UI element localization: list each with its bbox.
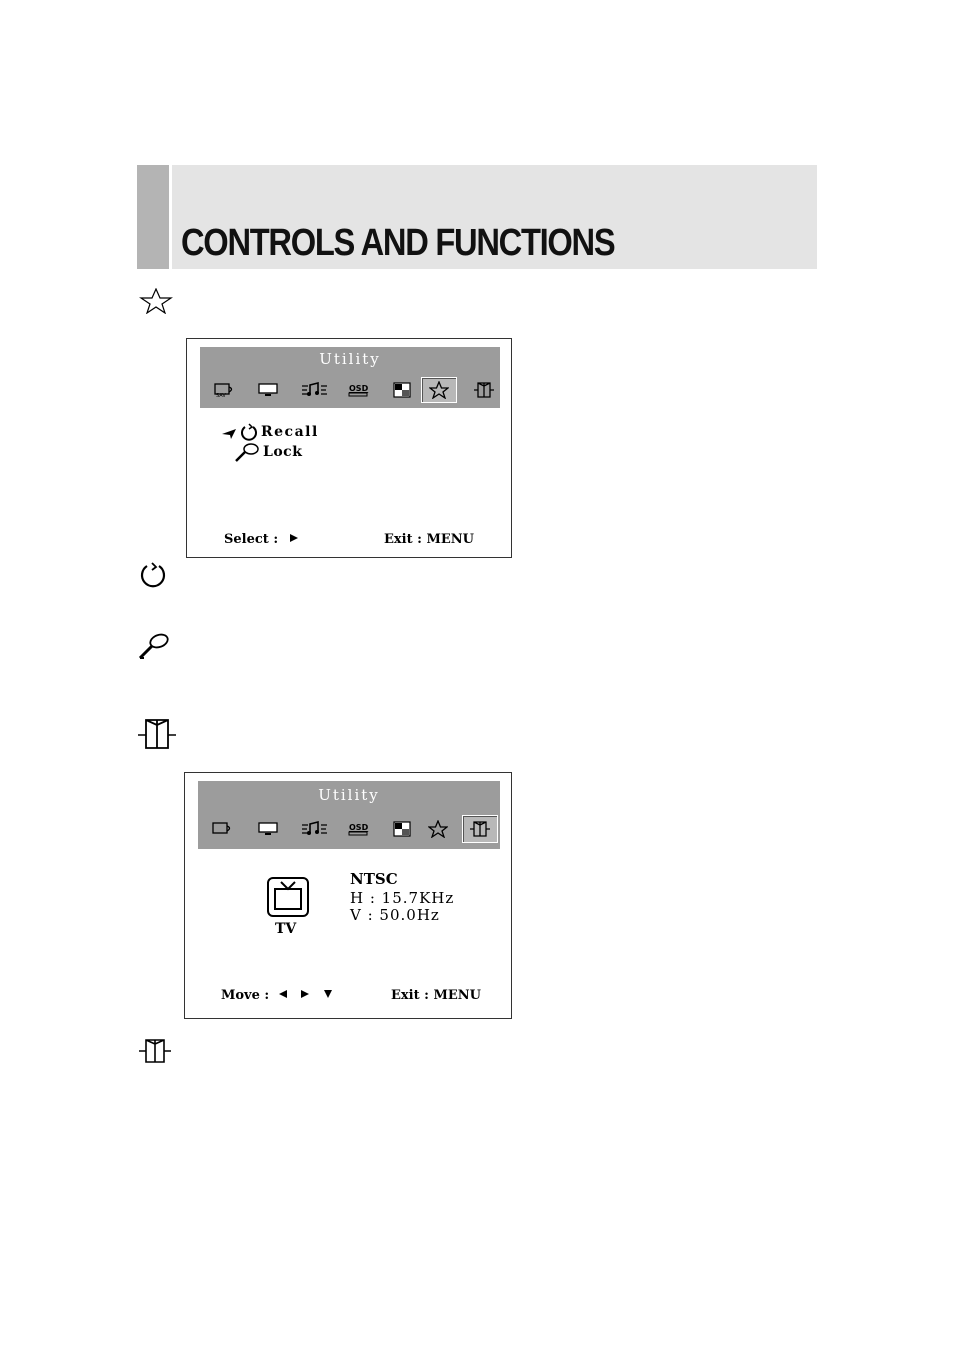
info-book-icon [137,1038,173,1071]
utility-star-icon[interactable] [421,377,457,403]
menu-item-recall[interactable] [239,423,319,441]
lock-key-icon [233,441,261,463]
right-triangle-icon [300,989,310,999]
utility-star-icon[interactable] [424,817,452,841]
signal-system: NTSC [350,870,398,888]
picture-icon[interactable] [208,817,236,841]
audio-icon[interactable] [300,817,328,841]
menu-item-label: Recall [261,424,319,440]
osd-menu-bar [198,781,500,849]
tv-icon [267,877,309,922]
star-icon [139,288,173,319]
pip-icon[interactable] [388,817,416,841]
menu-item-lock[interactable] [233,441,302,463]
osd-title: Utility [318,786,380,804]
header-accent-bar [137,165,169,269]
move-label: Move : [221,988,270,1003]
exit-hint: Exit : MENU [384,532,474,547]
osd-title: Utility [319,350,381,368]
monitor-icon[interactable] [254,378,282,402]
info-book-icon [136,717,178,758]
svg-text:OSD: OSD [349,823,369,832]
audio-icon[interactable] [300,378,328,402]
horizontal-frequency: H : 15.7KHz [350,889,455,907]
osd-icon[interactable] [344,378,372,402]
page-title: CONTROLS AND FUNCTIONS [181,222,615,264]
select-label: Select : [224,532,279,547]
source-label: TV [275,921,297,937]
utility-osd-panel [186,338,512,558]
pip-icon[interactable] [388,378,416,402]
info-book-icon[interactable] [462,815,498,843]
right-triangle-icon [289,532,299,547]
move-hint [221,988,333,1003]
menu-item-label: Lock [263,444,303,460]
info-book-icon[interactable] [470,378,498,402]
lock-key-icon [137,631,171,666]
osd-menu-bar [200,347,500,408]
recall-icon [239,423,259,441]
down-triangle-icon [323,989,333,999]
select-hint [224,532,299,547]
info-osd-panel [184,772,512,1019]
recall-icon [138,561,168,596]
svg-text:SAV: SAV [216,393,226,398]
left-triangle-icon [278,989,288,999]
picture-icon[interactable] [210,378,238,402]
osd-icon[interactable] [344,817,372,841]
svg-text:OSD: OSD [349,384,369,393]
monitor-icon[interactable] [254,817,282,841]
exit-hint: Exit : MENU [391,988,481,1003]
vertical-frequency: V : 50.0Hz [350,906,440,924]
